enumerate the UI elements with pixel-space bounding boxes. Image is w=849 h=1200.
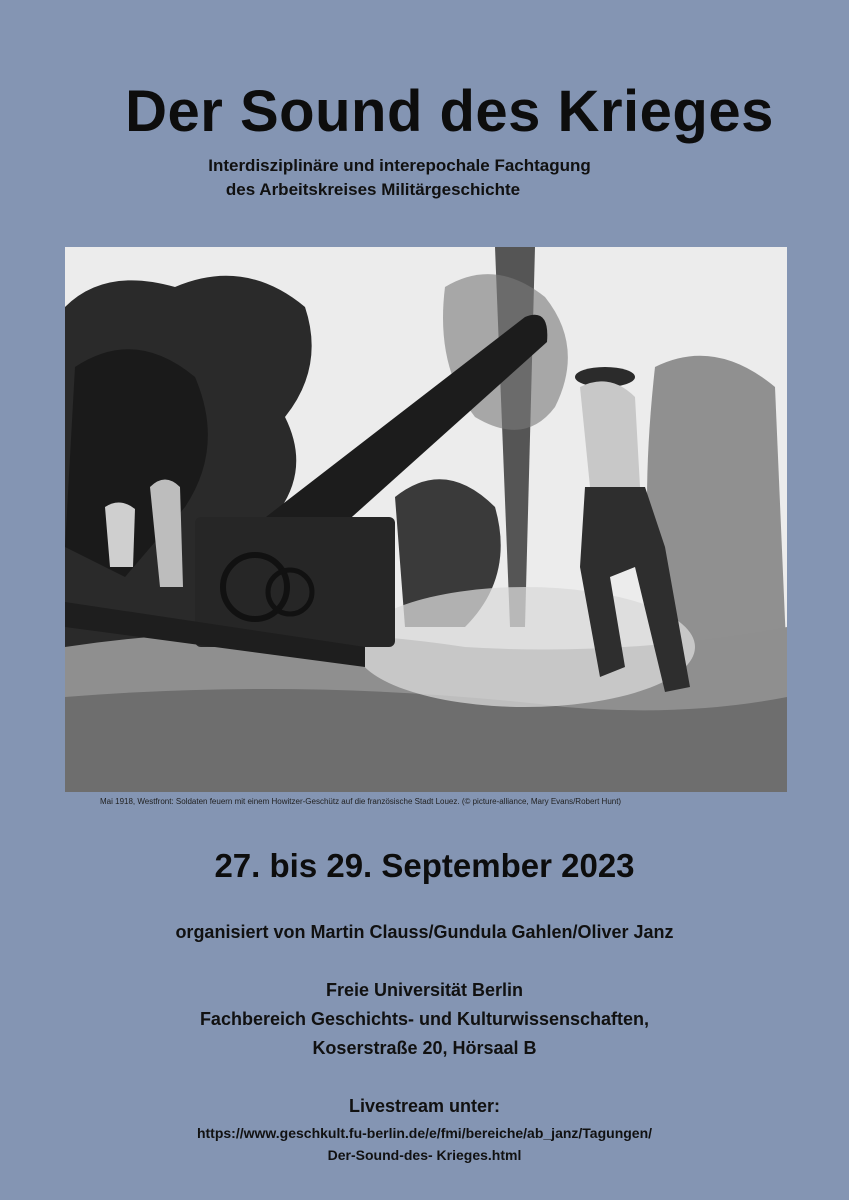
livestream-url-line-2[interactable]: Der-Sound-des- Krieges.html [327, 1147, 522, 1163]
howitzer-photo [65, 247, 787, 792]
organizers: organisiert von Martin Clauss/Gundula Gahlen/Oliver Janz [175, 922, 674, 942]
venue [0, 976, 849, 1063]
livestream-url-line-1[interactable]: https://www.geschkult.fu-berlin.de/e/fmi/bereiche/ab_janz/Tagungen/ [196, 1125, 653, 1141]
conference-dates: 27. bis 29. September 2023 [214, 847, 635, 884]
venue-line-1: Freie Universität Berlin [325, 980, 524, 1000]
poster-subtitle [0, 154, 849, 202]
venue-line-2: Fachbereich Geschichts- und Kulturwissenschaften, [199, 1009, 650, 1029]
howitzer-illustration [65, 247, 787, 792]
livestream-url[interactable] [0, 1122, 849, 1166]
subtitle-line-1: Interdisziplinäre und interepochale Fachtagung [208, 156, 591, 175]
poster-title: Der Sound des Krieges [125, 79, 774, 144]
livestream-label: Livestream unter: [348, 1096, 501, 1116]
photo-caption: Mai 1918, Westfront: Soldaten feuern mit einem Howitzer-Geschütz auf die französische Stadt Louez. (© picture-alliance, Mary Evans/Robert Hunt) [100, 797, 622, 806]
venue-line-3: Koserstraße 20, Hörsaal B [312, 1038, 537, 1058]
subtitle-line-2: des Arbeitskreises Militärgeschichte [225, 180, 521, 199]
